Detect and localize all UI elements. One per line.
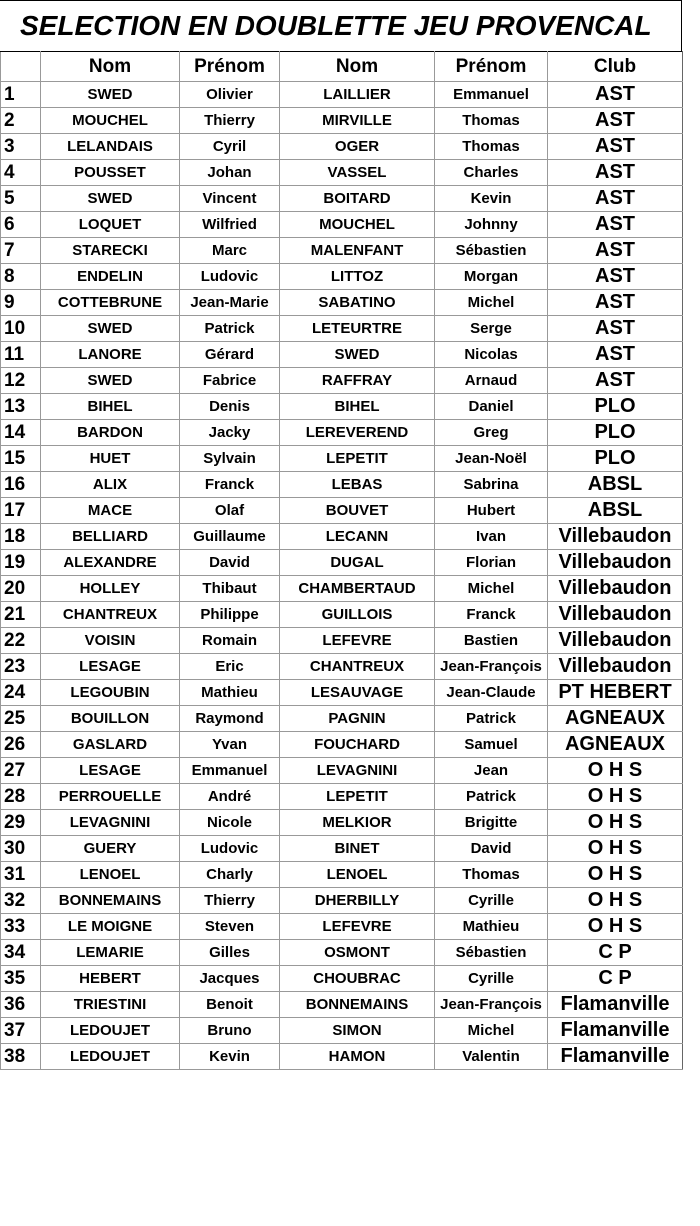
player2-prenom: Jean-Noël bbox=[435, 446, 548, 472]
player2-prenom: Ivan bbox=[435, 524, 548, 550]
club: AST bbox=[548, 108, 683, 134]
club: Flamanville bbox=[548, 1044, 683, 1070]
table-row bbox=[1, 394, 683, 420]
player1-nom: ALIX bbox=[41, 472, 180, 498]
table-row bbox=[1, 342, 683, 368]
player2-prenom: Jean-François bbox=[435, 654, 548, 680]
player1-nom: STARECKI bbox=[41, 238, 180, 264]
player1-prenom: Gérard bbox=[180, 342, 280, 368]
player2-nom: LESAUVAGE bbox=[280, 680, 435, 706]
player1-nom: PERROUELLE bbox=[41, 784, 180, 810]
table-row bbox=[1, 654, 683, 680]
player2-prenom: Samuel bbox=[435, 732, 548, 758]
player2-prenom: Patrick bbox=[435, 706, 548, 732]
header-row bbox=[1, 52, 683, 82]
player1-nom: LENOEL bbox=[41, 862, 180, 888]
table-row bbox=[1, 134, 683, 160]
club: AST bbox=[548, 134, 683, 160]
player1-prenom: Jacques bbox=[180, 966, 280, 992]
player1-prenom: Cyril bbox=[180, 134, 280, 160]
player1-nom: COTTEBRUNE bbox=[41, 290, 180, 316]
club: O H S bbox=[548, 836, 683, 862]
header-nom-1: Nom bbox=[41, 52, 180, 82]
player1-nom: MACE bbox=[41, 498, 180, 524]
row-number: 12 bbox=[1, 368, 41, 394]
club: ABSL bbox=[548, 472, 683, 498]
table-row bbox=[1, 862, 683, 888]
table-row bbox=[1, 316, 683, 342]
player1-prenom: Gilles bbox=[180, 940, 280, 966]
club: Flamanville bbox=[548, 992, 683, 1018]
player2-prenom: Morgan bbox=[435, 264, 548, 290]
player2-nom: LENOEL bbox=[280, 862, 435, 888]
row-number: 20 bbox=[1, 576, 41, 602]
club: C P bbox=[548, 940, 683, 966]
player2-nom: MIRVILLE bbox=[280, 108, 435, 134]
player1-prenom: Vincent bbox=[180, 186, 280, 212]
player2-prenom: Charles bbox=[435, 160, 548, 186]
player1-nom: SWED bbox=[41, 316, 180, 342]
row-number: 23 bbox=[1, 654, 41, 680]
row-number: 36 bbox=[1, 992, 41, 1018]
row-number: 34 bbox=[1, 940, 41, 966]
player2-prenom: Michel bbox=[435, 290, 548, 316]
table-row bbox=[1, 966, 683, 992]
player1-prenom: Franck bbox=[180, 472, 280, 498]
player1-nom: LANORE bbox=[41, 342, 180, 368]
player2-nom: SABATINO bbox=[280, 290, 435, 316]
table-row bbox=[1, 82, 683, 108]
club: AST bbox=[548, 264, 683, 290]
player2-prenom: Patrick bbox=[435, 784, 548, 810]
player2-nom: CHANTREUX bbox=[280, 654, 435, 680]
player2-nom: CHAMBERTAUD bbox=[280, 576, 435, 602]
table-row bbox=[1, 550, 683, 576]
player1-nom: VOISIN bbox=[41, 628, 180, 654]
player1-prenom: Fabrice bbox=[180, 368, 280, 394]
row-number: 5 bbox=[1, 186, 41, 212]
player1-prenom: Ludovic bbox=[180, 836, 280, 862]
player2-prenom: David bbox=[435, 836, 548, 862]
player2-nom: DHERBILLY bbox=[280, 888, 435, 914]
club: AST bbox=[548, 316, 683, 342]
row-number: 19 bbox=[1, 550, 41, 576]
table-row bbox=[1, 810, 683, 836]
club: O H S bbox=[548, 758, 683, 784]
player1-nom: MOUCHEL bbox=[41, 108, 180, 134]
player2-prenom: Emmanuel bbox=[435, 82, 548, 108]
table-row bbox=[1, 446, 683, 472]
player1-prenom: Johan bbox=[180, 160, 280, 186]
player1-prenom: Marc bbox=[180, 238, 280, 264]
player1-prenom: Kevin bbox=[180, 1044, 280, 1070]
club: AGNEAUX bbox=[548, 706, 683, 732]
header-club: Club bbox=[548, 52, 683, 82]
player2-nom: MOUCHEL bbox=[280, 212, 435, 238]
club: PLO bbox=[548, 420, 683, 446]
player1-prenom: Nicole bbox=[180, 810, 280, 836]
player2-nom: LETEURTRE bbox=[280, 316, 435, 342]
selection-table bbox=[0, 51, 683, 1070]
row-number: 1 bbox=[1, 82, 41, 108]
player2-prenom: Michel bbox=[435, 1018, 548, 1044]
player2-nom: BIHEL bbox=[280, 394, 435, 420]
player1-prenom: Thibaut bbox=[180, 576, 280, 602]
row-number: 35 bbox=[1, 966, 41, 992]
row-number: 11 bbox=[1, 342, 41, 368]
club: Villebaudon bbox=[548, 550, 683, 576]
club: AST bbox=[548, 160, 683, 186]
player2-prenom: Valentin bbox=[435, 1044, 548, 1070]
table-row bbox=[1, 940, 683, 966]
player1-nom: LESAGE bbox=[41, 654, 180, 680]
row-number: 24 bbox=[1, 680, 41, 706]
club: AST bbox=[548, 186, 683, 212]
row-number: 27 bbox=[1, 758, 41, 784]
player1-prenom: Jacky bbox=[180, 420, 280, 446]
header-prenom-2: Prénom bbox=[435, 52, 548, 82]
row-number: 10 bbox=[1, 316, 41, 342]
player2-nom: GUILLOIS bbox=[280, 602, 435, 628]
player2-nom: LEFEVRE bbox=[280, 628, 435, 654]
player1-prenom: Charly bbox=[180, 862, 280, 888]
row-number: 30 bbox=[1, 836, 41, 862]
club: AST bbox=[548, 290, 683, 316]
player2-prenom: Kevin bbox=[435, 186, 548, 212]
club: AST bbox=[548, 368, 683, 394]
player1-nom: LOQUET bbox=[41, 212, 180, 238]
player2-prenom: Franck bbox=[435, 602, 548, 628]
player1-nom: LELANDAIS bbox=[41, 134, 180, 160]
player2-prenom: Brigitte bbox=[435, 810, 548, 836]
table-row bbox=[1, 784, 683, 810]
table-row bbox=[1, 576, 683, 602]
player2-nom: SWED bbox=[280, 342, 435, 368]
club: O H S bbox=[548, 914, 683, 940]
table-row bbox=[1, 186, 683, 212]
row-number: 25 bbox=[1, 706, 41, 732]
table-row bbox=[1, 706, 683, 732]
player1-prenom: Olaf bbox=[180, 498, 280, 524]
sheet-title: SELECTION EN DOUBLETTE JEU PROVENCAL bbox=[0, 0, 682, 51]
player2-nom: BOUVET bbox=[280, 498, 435, 524]
player2-nom: LEPETIT bbox=[280, 784, 435, 810]
row-number: 8 bbox=[1, 264, 41, 290]
player1-prenom: Bruno bbox=[180, 1018, 280, 1044]
player1-prenom: Romain bbox=[180, 628, 280, 654]
player1-nom: GUERY bbox=[41, 836, 180, 862]
row-number: 18 bbox=[1, 524, 41, 550]
player1-prenom: Olivier bbox=[180, 82, 280, 108]
header-nom-2: Nom bbox=[280, 52, 435, 82]
player1-prenom: André bbox=[180, 784, 280, 810]
table-row bbox=[1, 888, 683, 914]
player2-nom: OGER bbox=[280, 134, 435, 160]
player2-nom: LEFEVRE bbox=[280, 914, 435, 940]
row-number: 15 bbox=[1, 446, 41, 472]
player2-nom: LITTOZ bbox=[280, 264, 435, 290]
player1-nom: SWED bbox=[41, 82, 180, 108]
club: PLO bbox=[548, 446, 683, 472]
header-number bbox=[1, 52, 41, 82]
player1-nom: LEDOUJET bbox=[41, 1044, 180, 1070]
player2-nom: LEVAGNINI bbox=[280, 758, 435, 784]
row-number: 38 bbox=[1, 1044, 41, 1070]
player2-prenom: Mathieu bbox=[435, 914, 548, 940]
player2-nom: MELKIOR bbox=[280, 810, 435, 836]
player1-nom: HUET bbox=[41, 446, 180, 472]
row-number: 2 bbox=[1, 108, 41, 134]
row-number: 6 bbox=[1, 212, 41, 238]
table-row bbox=[1, 680, 683, 706]
player2-prenom: Greg bbox=[435, 420, 548, 446]
table-row bbox=[1, 732, 683, 758]
player1-prenom: Mathieu bbox=[180, 680, 280, 706]
player2-prenom: Thomas bbox=[435, 134, 548, 160]
player2-prenom: Jean bbox=[435, 758, 548, 784]
player2-prenom: Bastien bbox=[435, 628, 548, 654]
player2-prenom: Serge bbox=[435, 316, 548, 342]
club: O H S bbox=[548, 784, 683, 810]
table-row bbox=[1, 472, 683, 498]
player1-nom: TRIESTINI bbox=[41, 992, 180, 1018]
player1-prenom: Guillaume bbox=[180, 524, 280, 550]
club: O H S bbox=[548, 862, 683, 888]
club: C P bbox=[548, 966, 683, 992]
player1-prenom: David bbox=[180, 550, 280, 576]
row-number: 14 bbox=[1, 420, 41, 446]
player2-nom: OSMONT bbox=[280, 940, 435, 966]
player1-prenom: Raymond bbox=[180, 706, 280, 732]
player1-nom: CHANTREUX bbox=[41, 602, 180, 628]
row-number: 7 bbox=[1, 238, 41, 264]
row-number: 4 bbox=[1, 160, 41, 186]
row-number: 22 bbox=[1, 628, 41, 654]
club: AST bbox=[548, 342, 683, 368]
player1-nom: SWED bbox=[41, 186, 180, 212]
club: Villebaudon bbox=[548, 576, 683, 602]
table-row bbox=[1, 264, 683, 290]
table-row bbox=[1, 836, 683, 862]
player2-prenom: Sabrina bbox=[435, 472, 548, 498]
player1-prenom: Patrick bbox=[180, 316, 280, 342]
player2-prenom: Cyrille bbox=[435, 966, 548, 992]
player2-nom: MALENFANT bbox=[280, 238, 435, 264]
table-row bbox=[1, 1018, 683, 1044]
player2-nom: RAFFRAY bbox=[280, 368, 435, 394]
player2-prenom: Sébastien bbox=[435, 238, 548, 264]
club: PT HEBERT bbox=[548, 680, 683, 706]
table-row bbox=[1, 108, 683, 134]
row-number: 28 bbox=[1, 784, 41, 810]
table-row bbox=[1, 524, 683, 550]
player1-nom: BONNEMAINS bbox=[41, 888, 180, 914]
club: ABSL bbox=[548, 498, 683, 524]
player2-nom: PAGNIN bbox=[280, 706, 435, 732]
table-body bbox=[1, 82, 683, 1070]
player2-prenom: Thomas bbox=[435, 862, 548, 888]
player1-nom: SWED bbox=[41, 368, 180, 394]
club: AST bbox=[548, 212, 683, 238]
player1-nom: HOLLEY bbox=[41, 576, 180, 602]
table-row bbox=[1, 420, 683, 446]
row-number: 33 bbox=[1, 914, 41, 940]
table-row bbox=[1, 602, 683, 628]
player1-nom: HEBERT bbox=[41, 966, 180, 992]
player2-nom: BINET bbox=[280, 836, 435, 862]
player2-nom: FOUCHARD bbox=[280, 732, 435, 758]
player1-nom: BOUILLON bbox=[41, 706, 180, 732]
player1-prenom: Yvan bbox=[180, 732, 280, 758]
player2-nom: VASSEL bbox=[280, 160, 435, 186]
table-row bbox=[1, 914, 683, 940]
player2-prenom: Sébastien bbox=[435, 940, 548, 966]
table-row bbox=[1, 758, 683, 784]
row-number: 37 bbox=[1, 1018, 41, 1044]
row-number: 16 bbox=[1, 472, 41, 498]
player2-nom: CHOUBRAC bbox=[280, 966, 435, 992]
club: O H S bbox=[548, 810, 683, 836]
player1-nom: LESAGE bbox=[41, 758, 180, 784]
player2-prenom: Daniel bbox=[435, 394, 548, 420]
player1-nom: LEMARIE bbox=[41, 940, 180, 966]
player2-prenom: Thomas bbox=[435, 108, 548, 134]
club: Villebaudon bbox=[548, 524, 683, 550]
player1-prenom: Thierry bbox=[180, 888, 280, 914]
player1-nom: LEVAGNINI bbox=[41, 810, 180, 836]
player1-nom: BARDON bbox=[41, 420, 180, 446]
player2-nom: BONNEMAINS bbox=[280, 992, 435, 1018]
row-number: 21 bbox=[1, 602, 41, 628]
player1-nom: GASLARD bbox=[41, 732, 180, 758]
club: PLO bbox=[548, 394, 683, 420]
club: AST bbox=[548, 238, 683, 264]
player2-nom: LEPETIT bbox=[280, 446, 435, 472]
table-row bbox=[1, 238, 683, 264]
player2-prenom: Johnny bbox=[435, 212, 548, 238]
player2-prenom: Cyrille bbox=[435, 888, 548, 914]
player2-prenom: Hubert bbox=[435, 498, 548, 524]
club: Villebaudon bbox=[548, 602, 683, 628]
player1-nom: ALEXANDRE bbox=[41, 550, 180, 576]
table-row bbox=[1, 1044, 683, 1070]
player1-nom: LEDOUJET bbox=[41, 1018, 180, 1044]
player1-nom: ENDELIN bbox=[41, 264, 180, 290]
player2-prenom: Jean-Claude bbox=[435, 680, 548, 706]
table-row bbox=[1, 368, 683, 394]
player1-prenom: Benoit bbox=[180, 992, 280, 1018]
player2-prenom: Jean-François bbox=[435, 992, 548, 1018]
player1-prenom: Emmanuel bbox=[180, 758, 280, 784]
club: AST bbox=[548, 82, 683, 108]
player2-nom: LEREVEREND bbox=[280, 420, 435, 446]
player1-prenom: Wilfried bbox=[180, 212, 280, 238]
header-prenom-1: Prénom bbox=[180, 52, 280, 82]
player1-nom: POUSSET bbox=[41, 160, 180, 186]
player1-prenom: Jean-Marie bbox=[180, 290, 280, 316]
club: Flamanville bbox=[548, 1018, 683, 1044]
row-number: 17 bbox=[1, 498, 41, 524]
player1-prenom: Ludovic bbox=[180, 264, 280, 290]
player1-nom: LE MOIGNE bbox=[41, 914, 180, 940]
table-row bbox=[1, 498, 683, 524]
player2-prenom: Nicolas bbox=[435, 342, 548, 368]
club: Villebaudon bbox=[548, 654, 683, 680]
table-row bbox=[1, 160, 683, 186]
player1-prenom: Thierry bbox=[180, 108, 280, 134]
player1-nom: BIHEL bbox=[41, 394, 180, 420]
club: O H S bbox=[548, 888, 683, 914]
player2-prenom: Florian bbox=[435, 550, 548, 576]
row-number: 31 bbox=[1, 862, 41, 888]
row-number: 32 bbox=[1, 888, 41, 914]
row-number: 29 bbox=[1, 810, 41, 836]
table-row bbox=[1, 992, 683, 1018]
row-number: 26 bbox=[1, 732, 41, 758]
player2-prenom: Michel bbox=[435, 576, 548, 602]
player1-prenom: Steven bbox=[180, 914, 280, 940]
player2-prenom: Arnaud bbox=[435, 368, 548, 394]
table-row bbox=[1, 628, 683, 654]
player1-prenom: Sylvain bbox=[180, 446, 280, 472]
club: AGNEAUX bbox=[548, 732, 683, 758]
table-row bbox=[1, 212, 683, 238]
player1-prenom: Eric bbox=[180, 654, 280, 680]
player2-nom: SIMON bbox=[280, 1018, 435, 1044]
player1-nom: LEGOUBIN bbox=[41, 680, 180, 706]
table-row bbox=[1, 290, 683, 316]
row-number: 9 bbox=[1, 290, 41, 316]
player2-nom: LAILLIER bbox=[280, 82, 435, 108]
row-number: 13 bbox=[1, 394, 41, 420]
player1-prenom: Philippe bbox=[180, 602, 280, 628]
player1-nom: BELLIARD bbox=[41, 524, 180, 550]
player2-nom: HAMON bbox=[280, 1044, 435, 1070]
player2-nom: LEBAS bbox=[280, 472, 435, 498]
player2-nom: DUGAL bbox=[280, 550, 435, 576]
player2-nom: BOITARD bbox=[280, 186, 435, 212]
row-number: 3 bbox=[1, 134, 41, 160]
player1-prenom: Denis bbox=[180, 394, 280, 420]
player2-nom: LECANN bbox=[280, 524, 435, 550]
club: Villebaudon bbox=[548, 628, 683, 654]
